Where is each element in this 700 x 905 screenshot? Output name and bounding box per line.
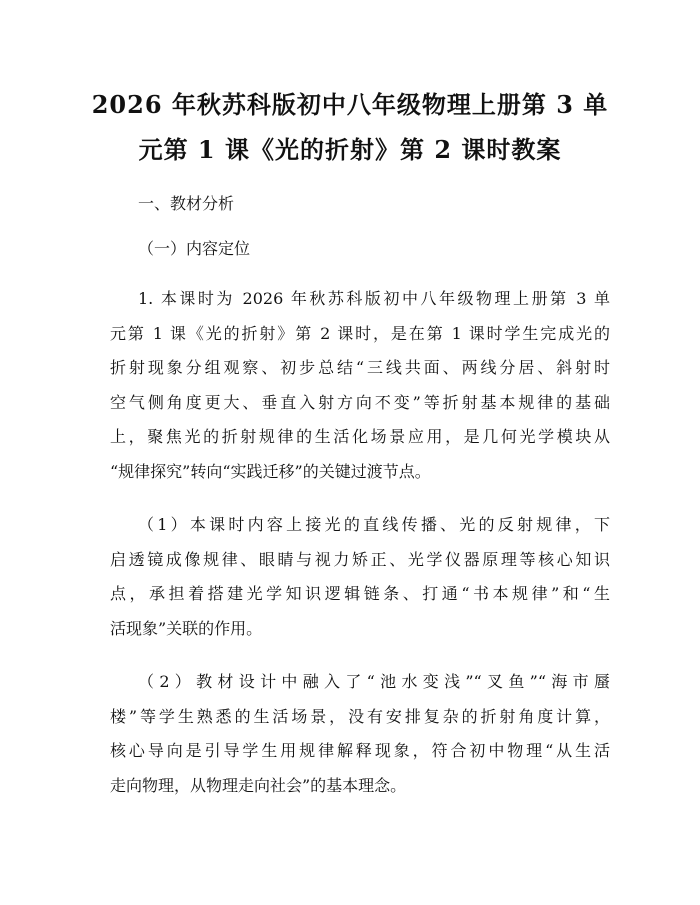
paragraph-line: （1）本课时内容上接光的直线传播、光的反射规律，下 bbox=[138, 515, 610, 534]
paragraph-1 bbox=[110, 287, 610, 495]
paragraph-line: 活现象”关联的作用。 bbox=[110, 618, 263, 638]
paragraph-line: 1. 本课时为 2026 年秋苏科版初中八年级物理上册第 3 单 bbox=[138, 289, 610, 308]
paragraph-line: 点，承担着搭建光学知识逻辑链条、打通“书本规律”和“生 bbox=[110, 584, 610, 604]
paragraph-line: 上，聚焦光的折射规律的生活化场景应用，是几何光学模块从 bbox=[110, 427, 610, 447]
paragraph-line: 折射现象分组观察、初步总结“三线共面、两线分居、斜射时 bbox=[110, 358, 610, 378]
paragraph-line: 空气侧角度更大、垂直入射方向不变”等折射基本规律的基础 bbox=[110, 392, 610, 412]
paragraph-line: 走向物理，从物理走向社会”的基本理念。 bbox=[110, 775, 407, 795]
document-title-line-1: 2026 年秋苏科版初中八年级物理上册第 3 单 bbox=[91, 90, 609, 119]
paragraph-2 bbox=[110, 513, 610, 651]
paragraph-line: “规律探究”转向“实践迁移”的关键过渡节点。 bbox=[110, 461, 431, 481]
section-heading: 一、教材分析 bbox=[138, 194, 235, 213]
paragraph-line: （2）教材设计中融入了“池水变浅”“叉鱼”“海市蜃 bbox=[138, 672, 610, 691]
paragraph-3 bbox=[110, 670, 610, 808]
paragraph-line: 元第 1 课《光的折射》第 2 课时，是在第 1 课时学生完成光的 bbox=[110, 323, 610, 343]
subsection-heading: （一）内容定位 bbox=[138, 239, 251, 258]
paragraph-line: 核心导向是引导学生用规律解释现象，符合初中物理“从生活 bbox=[110, 741, 610, 761]
document-title-line-2: 元第 1 课《光的折射》第 2 课时教案 bbox=[138, 135, 562, 164]
paragraph-line: 启透镜成像规律、眼睛与视力矫正、光学仪器原理等核心知识 bbox=[110, 549, 610, 569]
paragraph-line: 楼”等学生熟悉的生活场景，没有安排复杂的折射角度计算， bbox=[110, 706, 610, 726]
